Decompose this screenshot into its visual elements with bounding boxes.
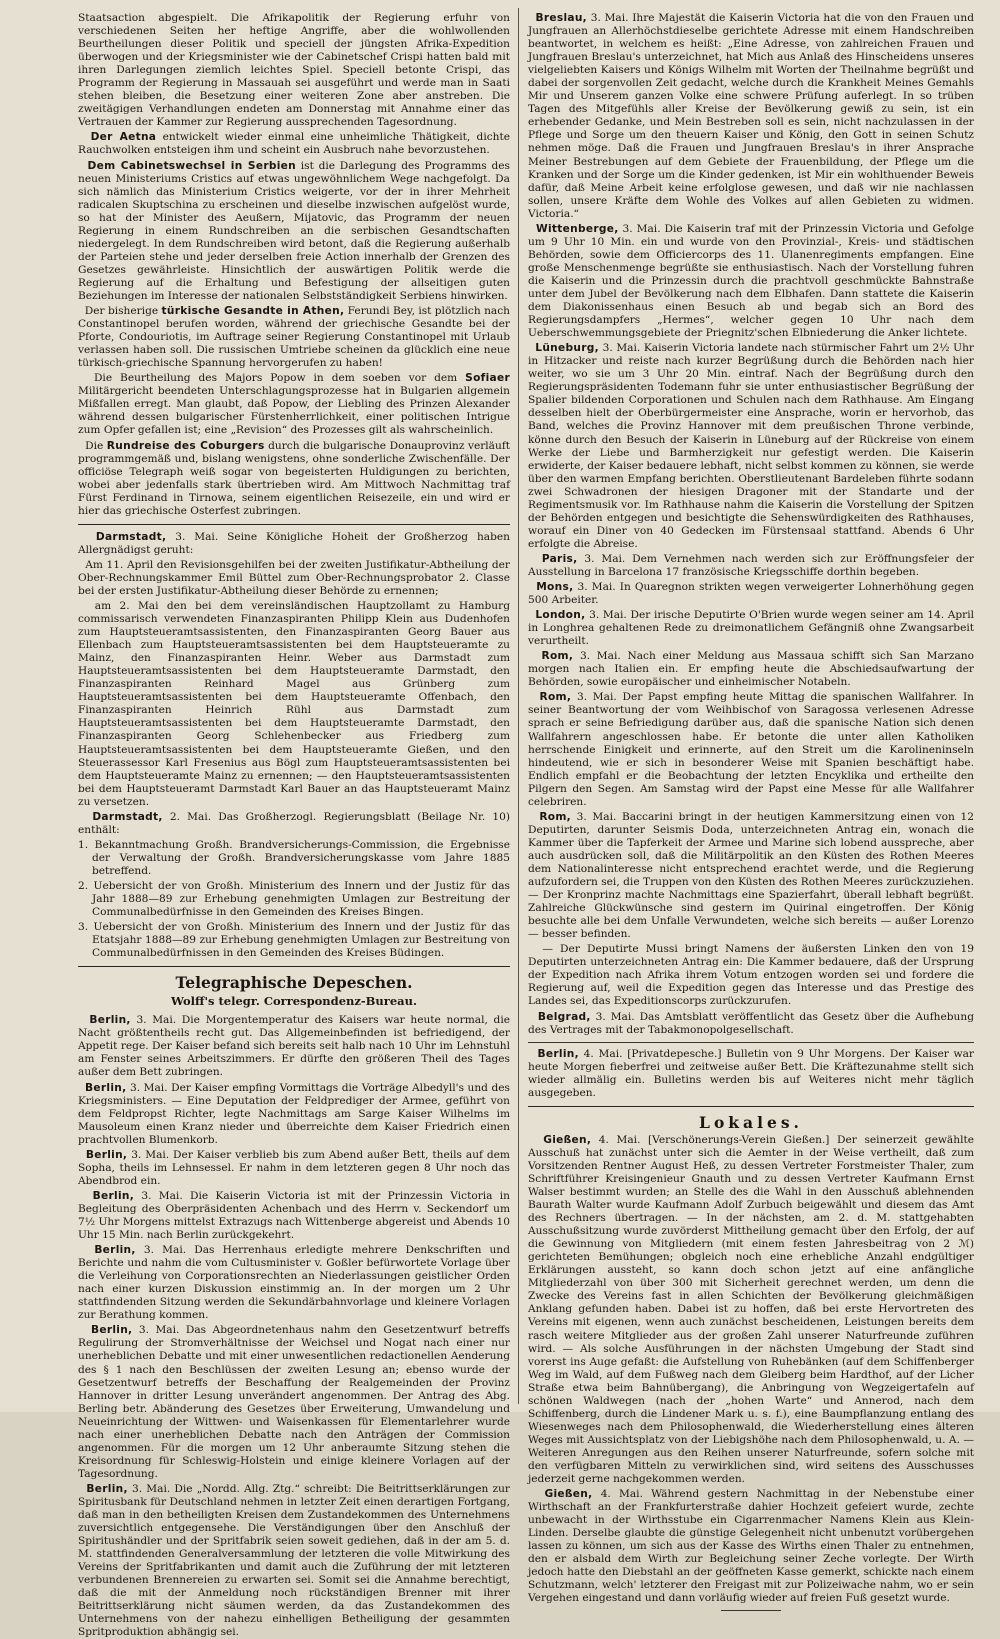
- article-darmstadt-2: Darmstadt, 2. Mai. Das Großherzogl. Regierungsblatt (Beilage Nr. 10) enthält:: [78, 810, 510, 836]
- dispatch-berlin-2: Berlin, 3. Mai. Der Kaiser empfing Vormittags die Vorträge Albedyll's und des Kriegsministers. — Eine Deputation der Feldprediger der Armee, geführt von dem Feldpropst Richter, legte Nachmittags am Sarge Kaiser Wilhelms im Mausoleum einen Kranz nieder und überreichte dem Kaiser Friedrich einen prachtvollen Blumenkorb.: [78, 1081, 510, 1146]
- section-rule: [78, 524, 510, 525]
- dispatch-berlin-private: Berlin, 4. Mai. [Privatdepesche.] Bulletin von 9 Uhr Morgens. Der Kaiser war heute Morgen fieberfrei und zeitweise außer Bett. Die Kräftezunahme stellt sich wieder allmälig ein. Bulletins werden bis auf Weiteres nicht mehr täglich ausgegeben.: [528, 1047, 974, 1099]
- dispatch-breslau: Breslau, 3. Mai. Ihre Majestät die Kaiserin Victoria hat die von den Frauen und Jungfrauen an Allerhöchstdieselbe gerichtete Adresse mit einem Handschreiben beantwortet, in welchem es heißt: „Eine Adresse, von zahlreichen Frauen und Jungfrauen Breslau's unterzeichnet, hat Mich aus Anlaß des Hinscheidens unseres vielgeliebten Kaisers und Königs Wilhelm mit Worten der Theilnahme begrüßt und dabei der sorgenvollen Zeit gedacht, welche durch die Krankheit Meines Gemahls Mir und Unserem ganzen Volke eine schwere Prüfung auferlegt. In so trüben Tagen des Mitgefühls aller Kreise der Bevölkerung gewiß zu sein, ist ein erhebender Gedanke, und Mein Bestreben soll es sein, nicht nachzulassen in der Pflege und Sorge um den theuern Kaiser und König, den Gott in seinen Schutz nehmen möge. Daß die Frauen und Jungfrauen Breslau's in ihrer Ansprache Meiner Bestrebungen auf dem Gebiete der Frauenbildung, der Pflege um die Kranken und der Sorge um die Kinder gedenken, ist Mir ein wohlthuender Beweis dafür, daß Meine Arbeit keine erfolglose gewesen, und daß wir nie nachlassen sollen, unsere Kräfte dem Wohle des Volkes auf allen Gebieten zu widmen. Victoria.“: [528, 12, 974, 220]
- end-rule: [721, 1610, 781, 1611]
- dispatch-paris: Paris, 3. Mai. Dem Vernehmen nach werden sich zur Eröffnungsfeier der Ausstellung in Barcelona 17 französische Kriegsschiffe dorthin begeben.: [528, 552, 974, 578]
- section-rule: [78, 966, 510, 967]
- dispatch-london: London, 3. Mai. Der irische Deputirte O'Brien wurde wegen seiner am 14. April in Longhrea gehaltenen Rede zu dreimonatlichem Gefängniß ohne Zwangsarbeit verurtheilt.: [528, 609, 974, 648]
- regierungsblatt-list: [78, 839, 510, 960]
- telegraph-subtitle: Wolff's telegr. Correspondenz-Bureau.: [171, 994, 417, 1009]
- list-item: 1. Bekanntmachung Großh. Brandversicherungs-Commission, die Ergebnisse der Verwaltung der Großh. Brandversicherungskasse vom Jahre 1885 betreffend.: [78, 838, 510, 877]
- dispatch-berlin-1: Berlin, 3. Mai. Die Morgentemperatur des Kaisers war heute normal, die Nacht größtentheils recht gut. Das Allgemeinbefinden ist befriedigend, der Appetit rege. Der Kaiser befand sich bereits seit halb nach 10 Uhr im Lehnstuhl am Fenster seines Arbeitszimmers. Er dürfte den größeren Theil des Tages außer dem Bett zubringen.: [78, 1014, 510, 1079]
- left-column: [78, 12, 510, 1639]
- dispatch-berlin-4: Berlin, 3. Mai. Die Kaiserin Victoria ist mit der Prinzessin Victoria in Begleitung des Oberpräsidenten Achenbach und des Herrn v. Seckendorf um 7½ Uhr Morgens mittelst Extrazugs nach Wittenberge abgereist und Abends 10 Uhr 15 Min. nach Berlin zurückgekehrt.: [78, 1189, 510, 1242]
- telegraph-title: Telegraphische Depeschen.: [175, 973, 413, 993]
- article-darmstadt-1-a: Am 11. April den Revisionsgehilfen bei der zweiten Justifikatur-Abtheilung der Ober-Rechnungskammer Emil Büttel zum Ober-Rechnungsprobator 2. Classe bei der ersten Justifikatur-Abtheilung dieser Behörde zu ernennen;: [78, 558, 510, 597]
- dispatch-rom-2: Rom, 3. Mai. Der Papst empfing heute Mittag die spanischen Wallfahrer. In seiner Beantwortung der vom Weihbischof von Saragossa verlesenen Adresse sprach er seine Befriedigung darüber aus, daß die spanische Nation sich denen Wallfahrern angeschlossen habe. Er betonte die unter allen Katholiken herrschende Einigkeit und erinnerte, auf den Streit um die Karolineninseln hindeutend, wie er sich in besonderer Weise mit Spanien beschäftigt habe. Endlich empfahl er die Beobachtung der letzten Encyklika und ertheilte den Pilgern den Segen. Am Samstag wird der Papst eine Messe für alle Wallfahrer celebriren.: [528, 691, 974, 808]
- article-serbia: Dem Cabinetswechsel in Serbien ist die Darlegung des Programms des neuen Ministeriums Cristics auf etwas ungewöhnlichem Wege nachgefolgt. Da sich nämlich das Ministerium Cristics weigerte, vor der in ihrer Mehrheit radicalen Skuptschina zu erscheinen und dieselbe inzwischen aufgelöst wurde, so hat der Minister des Aeußern, Mijatovic, das Programm der neuen Regierung in einem Rundschreiben an die serbischen Gesandtschaften niedergelegt. In dem Rundschreiben wird betont, daß die Regierung außerhalb der Parteien stehe und jeder derselben freie Action innerhalb der Grenzen des Gesetzes gewährleiste. Hinsichtlich der auswärtigen Politik werde die Regierung auf die Erhaltung und Befestigung der allseitigen guten Beziehungen im Interesse der nationalen Selbstständigkeit Serbiens hinwirken.: [78, 159, 510, 302]
- right-column: [528, 12, 974, 1605]
- local-news-title: Lokales.: [699, 1112, 803, 1132]
- article-darmstadt-1-b: am 2. Mai den bei dem vereinsländischen Hauptzollamt zu Hamburg commissarisch verwendeten Finanzaspiranten Philipp Klein aus Dudenhofen zum Hauptsteueramtsassistenten, den Finanzaspiranten Georg Bauer aus Ellenbach zum Hauptsteueramtsassistenten bei dem Hauptsteueramte zu Mainz, den Finanzaspiranten Heinr. Weber aus Darmstadt zum Hauptsteueramtsassistenten bei dem Hauptsteueramte Darmstadt, den Finanzaspiranten Reinhard Magel aus Grünberg zum Hauptsteueramtsassistenten bei dem Hauptsteueramte Offenbach, den Finanzaspiranten Heinrich Rühl aus Darmstadt zum Hauptsteueramtsassistenten bei dem Hauptsteueramte Darmstadt, den Finanzaspiranten Georg Schlehenbecker aus Friedberg zum Hauptsteueramtsassistenten bei dem Hauptsteueramte Gießen, und den Steuerassessor Karl Fresenius aus Bögl zum Hauptsteueramtsassistenten bei dem Hauptsteueramte Mainz zu ernennen; — den Hauptsteueramtsassistenten bei dem Hauptsteueramt Darmstadt Karl Bauer an das Hauptsteueramt Mainz zu versetzen.: [78, 600, 510, 808]
- dispatch-rom-3: Rom, 3. Mai. Baccarini bringt in der heutigen Kammersitzung einen von 12 Deputirten, darunter Seismis Doda, unterzeichneten Antrag ein, wonach die Kammer über die Tapferkeit der Armee und Marine sich lobend ausspreche, aber auch ausdrücken soll, daß die Militärpolitik an den Küsten des Rothen Meeres dem Nationalinteresse nicht entsprechend erachtet werde, und die Regierung aufzufordern sei, die Truppen von den Küsten des Rothen Meeres zurückzuziehen. — Der Kronprinz machte Nachmittags eine Spazierfahrt, überall lebhaft begrüßt. Zahlreiche Glückwünsche sind gestern im Quirinal eingetroffen. Der König besuchte alle bei dem Unfalle Verwundeten, welche sich bereits — außer Lorenzo — besser befinden.: [528, 810, 974, 941]
- article-italy: Staatsaction abgespielt. Die Afrikapolitik der Regierung erfuhr von verschiedenen Seiten her heftige Angriffe, aber die wohlwollenden Beurtheilungen dieser Politik und speciell der jüngsten Afrika-Expedition überwogen und der Kriegsminister wie der Cabinetschef Crispi hatten bald mit ihren Darlegungen ziemlich leichtes Spiel. Speciell betonte Crispi, das Programm der Regierung in Massauah sei ausgeführt und werde man in Saati stehen bleiben, die Besetzung einer weiteren Zone aber anstreben. Die zweitägigen Verhandlungen endeten am Donnerstag mit Annahme einer das Vertrauen der Kammer zur Regierung aussprechenden Tagesordnung.: [78, 12, 510, 129]
- list-item: 2. Uebersicht der von Großh. Ministerium des Innern und der Justiz für das Jahr 1888—89 zur Erhebung genehmigten Umlagen zur Bestreitung der Communalbedürfnisse in den Gemeinden des Kreises Bingen.: [78, 880, 510, 919]
- local-giessen-1: Gießen, 4. Mai. [Verschönerungs-Verein Gießen.] Der seinerzeit gewählte Ausschuß hat zunächst unter sich die Aemter in der Weise vertheilt, daß zum Vorsitzenden Rentner August Heß, zu dessen Vertreter Forstmeister Thaler, zum Schriftführer Kreisingenieur Gnauth und zu dessen Vertreter Kaufmann Ernst Walser bestimmt wurden; an Stelle des die Wahl in den Ausschuß ablehnenden Baurath Walter wurde Kaufmann Adolf Zurbuch beigewählt und diesem das Amt des Rechners übertragen. — In der nächsten, am 2. d. M. stattgehabten Ausschußsitzung wurde zuvörderst Mittheilung gemacht über den Erfolg, der auf die Gewinnung von Mitgliedern (mit einem festen Jahresbeitrag von 2 ℳ) gerichteten Bemühungen; obgleich noch eine erhebliche Anzahl endgültiger Erklärungen aussteht, so kann doch schon jetzt auf eine anfängliche Mitgliederzahl von über 300 mit Sicherheit gerechnet werden, um denn die Zwecke des Vereins fast in allen Schichten der Bevölkerung gleichmäßigen Anklang gefunden haben. Dabei ist zu hoffen, daß bei erste Hervortreten des Vereins mit eigenen, wenn auch zunächst bescheidenen, Leistungen bereits dem rasch weitere Mitglieder aus der großen Zahl unserer Naturfreunde zuführen wird. — Als solche Ausführungen in der nächsten Umgebung der Stadt sind vorerst ins Auge gefaßt: die Aufstellung von Ruhebänken (auf dem Schiffenberger Weg im Wald, auf dem Fußweg nach dem Gleiberg beim Hardthof, auf der Licher Straße etwa beim Bahnübergang), die Anbringung von Wegzeigertafeln auf schönen Waldwegen (nach der „hohen Warte“ und Annerod, nach dem Schiffenberg, durch die Lindener Mark u. s. f.), eine Baumpflanzung entlang des Wiesenweges nach dem Philosophenwald, die Wiederherstellung eines älteren Weges mit Aussichtsplatz von der Liebigshöhe nach dem Philosophenwald, u. A. — Weiteren Anregungen aus den Reihen unserer Naturfreunde, sofern solche mit den verfügbaren Mitteln zu verwirklichen sind, wird seitens des Ausschusses jederzeit gerne nachgekommen werden.: [528, 1133, 974, 1486]
- dispatch-rom-1: Rom, 3. Mai. Nach einer Meldung aus Massaua schifft sich San Marzano morgen nach Italien ein. Er empfing heute die Abschiedsaufwartung der Behörden, sowie europäischer und einheimischer Notabeln.: [528, 650, 974, 689]
- dispatch-mons: Mons, 3. Mai. In Quaregnon strikten wegen verweigerter Lohnerhöhung gegen 500 Arbeiter.: [528, 581, 974, 607]
- article-coburg: Die Rundreise des Coburgers durch die bulgarische Donauprovinz verläuft programmgemäß und, bislang wenigstens, ohne sonderliche Zwischenfälle. Der officiöse Telegraph weiß sogar von begeisterten Huldigungen zu berichten, wobei aber jedenfalls stark übertrieben wird. Am Mittwoch Nachmittag traf Fürst Ferdinand in Tirnowa, seinem eigentlichen Reisezeile, ein und wird er hier das griechische Osterfest zubringen.: [78, 439, 510, 517]
- local-giessen-2: Gießen, 4. Mai. Während gestern Nachmittag in der Nebenstube einer Wirthschaft an der Frankfurterstraße dahier Hochzeit gefeiert wurde, zechte unbewacht in der Wirthsstube ein Cigarrenmacher Namens Klein aus Klein-Linden. Derselbe glaubte die günstige Gelegenheit nicht unbenutzt vorübergehen lassen zu können, um sich aus der Kasse des Wirths einen Thaler zu entnehmen, den er alsbald dem Wirth zur Begleichung seiner Zeche vorlegte. Der Wirth jedoch hatte den Diebstahl an der geöffneten Kasse gemerkt, schickte nach einem Schutzmann, welch' letzterer den Freigast mit zur Polizeiwache nahm, wo er sein Vergehen eingestand und dann vorläufig wieder auf freien Fuß gesetzt wurde.: [528, 1488, 974, 1605]
- dispatch-wittenberge: Wittenberge, 3. Mai. Die Kaiserin traf mit der Prinzessin Victoria und Gefolge um 9 Uhr 10 Min. ein und wurde von den Provinzial-, Kreis- und städtischen Behörden, sowie dem Officiercorps des 11. Ulanenregiments empfangen. Eine große Menschenmenge begrüßte sie enthusiastisch. Nach der Vorstellung fuhren die Kaiserin und die Prinzessin durch die prachtvoll geschmückte Bahnstraße unter dem Jubel der Bevölkerung nach dem Elbhafen. Dann stattete die Kaiserin dem Diakonissenhaus einen Besuch ab und begab sich an Bord des Regierungsdampfers „Hermes“, welcher gegen 10 Uhr nach dem Ueberschwemmungsgebiete der Priegnitz'schen Elbniederung die Anker lichtete.: [528, 222, 974, 340]
- article-athens: Der bisherige türkische Gesandte in Athen, Ferundi Bey, ist plötzlich nach Constantinopel berufen worden, während der griechische Gesandte bei der Pforte, Condouriotis, im Auftrage seiner Regierung Constantinopel mit Urlaub verlassen haben soll. Die russischen Umtriebe scheinen da glücklich eine neue türkisch-griechische Spannung hervorgerufen zu haben!: [78, 305, 510, 370]
- article-aetna: Der Aetna entwickelt wieder einmal eine unheimliche Thätigkeit, dichte Rauchwolken entsteigen ihm und scheint ein Ausbruch nahe bevorzustehen.: [78, 131, 510, 157]
- dispatch-berlin-5: Berlin, 3. Mai. Das Herrenhaus erledigte mehrere Denkschriften und Berichte und nahm die vom Cultusminister v. Goßler befürwortete Vorlage über die Verleihung von Corporationsrechten an Niederlassungen geistlicher Orden nach einer kurzen Diskussion einstimmig an. In der morgen um 2 Uhr stattfindenden Sitzung werden die Sekundärbahnvorlage und kleinere Vorlagen zur Berathung kommen.: [78, 1244, 510, 1322]
- column-divider: [518, 8, 519, 1404]
- dispatch-berlin-3: Berlin, 3. Mai. Der Kaiser verblieb bis zum Abend außer Bett, theils auf dem Sopha, theils im Lehnsessel. Er nahm in dem letzteren gegen 8 Uhr noch das Abendbrod ein.: [78, 1148, 510, 1187]
- article-darmstadt-1: Darmstadt, 3. Mai. Seine Königliche Hoheit der Großherzog haben Allergnädigst geruht:: [78, 530, 510, 556]
- list-item: 3. Uebersicht der von Großh. Ministerium des Innern und der Justiz für das Etatsjahr 1888—89 zur Erhebung genehmigten Umlagen zur Bestreitung von Communalbedürfnissen in den Gemeinden des Kreises Büdingen.: [78, 921, 510, 960]
- section-rule: [528, 1106, 974, 1107]
- dispatch-berlin-7: Berlin, 3. Mai. Die „Nordd. Allg. Ztg.“ schreibt: Die Beitrittserklärungen zur Spiritusbank für Deutschland nehmen in letzter Zeit einen derartigen Fortgang, daß man in den betheiligten Kreisen dem Zustandekommen des Unternehmens zuversichtlich entgegensehe. Die Verständigungen über den Anschluß der Spiritushändler und der Spritfabrik seien soweit gediehen, daß in der am 5. d. M. stattfindenden Generalversammlung der letzteren die volle Mitwirkung des Vereins der Spritfabrikanten und damit auch die Zuführung der mit letzteren verbundenen Brennereien zu erwarten sei. Somit sei die Annahme berechtigt, daß die mit der Anmeldung noch rückständigen Brenner mit ihrer Beitrittserklärung nicht säumen werden, da das Zustandekommen des Unternehmens von der nahezu einhelligen Betheiligung der gesammten Spritproduktion abhängig sei.: [78, 1482, 510, 1639]
- dispatch-belgrad: Belgrad, 3. Mai. Das Amtsblatt veröffentlicht das Gesetz über die Aufhebung des Vertrages mit der Tabakmonopolgesellschaft.: [528, 1010, 974, 1036]
- dispatch-rom-4: — Der Deputirte Mussi bringt Namens der äußersten Linken den von 19 Deputirten unterzeichneten Antrag ein: Die Kammer bedauere, daß der Ursprung der Expedition nach Afrika ihrem Votum entzogen worden sei und fordere die Regierung auf, weil die Expedition gegen das Interesse und das Prestige des Landes sei, das Expeditionscorps zurückzurufen.: [528, 943, 974, 1008]
- dispatch-lueneburg: Lüneburg, 3. Mai. Kaiserin Victoria landete nach stürmischer Fahrt um 2½ Uhr in Hitzacker und reiste nach kurzer Begrüßung durch die Behörden nach hier weiter, wo sie um 3 Uhr 20 Min. eintraf. Nach der Begrüßung durch den Regierungspräsidenten Todemann fuhr sie unter enthusiastischer Begrüßung der Spalier bildenden Corporationen und Schulen nach dem Rathhause. Am Eingang desselben hielt der Oberbürgermeister eine Ansprache, worin er hervorhob, das Band, welches die Provinz Hannover mit dem preußischen Throne verbinde, könne durch den Besuch der Kaiserin in Lüneburg auf der Rückreise von einem Werke der Liebe und Barmherzigkeit nur gefestigt werden. Die Kaiserin erwiderte, der Kaiser bedauere lebhaft, nicht selbst kommen zu können, sie werde über den warmen Empfang berichten. Oberstlieutenant Bardeleben führte sodann zwei Schwadronen der hiesigen Dragoner mit der Standarte und der Regimentsmusik vor. Im Rathhause nahm die Kaiserin die Vorstellung der Spitzen der Behörden entgegen und besichtigte die Sehenswürdigkeiten des Rathhauses, worauf ein Diner von 40 Gedecken im Fürstensaal stattfand. Abends 6 Uhr erfolgte die Abreise.: [528, 342, 974, 550]
- dispatch-berlin-6: Berlin, 3. Mai. Das Abgeordnetenhaus nahm den Gesetzentwurf betreffs Regulirung der Stromverhältnisse der Weichsel und Nogat nach einer nur unerheblichen Debatte und mit einer unwesentlichen redactionellen Aenderung des § 1 nach den Beschlüssen der zweiten Lesung an; ebenso wurde der Gesetzentwurf betreffs der Beschaffung der Realgemeinden der Provinz Hannover in dritter Lesung unverändert angenommen. Der Antrag des Abg. Berling betr. Abänderung des Gesetzes über Erweiterung, Umwandelung und Neueinrichtung der Wittwen- und Waisenkassen für Elementarlehrer wurde nach einer unerheblichen Debatte nach den Anträgen der Commission angenommen. Für die morgen um 12 Uhr anberaumte Sitzung stehen die Kreisordnung für Schleswig-Holstein und einige kleinere Vorlagen auf der Tagesordnung.: [78, 1324, 510, 1480]
- section-rule: [528, 1042, 974, 1043]
- article-sofia: Die Beurtheilung des Majors Popow in dem soeben vor dem Sofiaer Militärgericht beendeten Unterschlagungsprozesse hat in Bulgarien allgemein Mißfallen erregt. Man glaubt, daß Popow, der Liebling des Prinzen Alexander während dessen bulgarischer Fürstenherrlichkeit, einer politischen Intrigue zum Opfer gefallen ist; eine „Revision“ des Prozesses gilt als wahrscheinlich.: [78, 372, 510, 437]
